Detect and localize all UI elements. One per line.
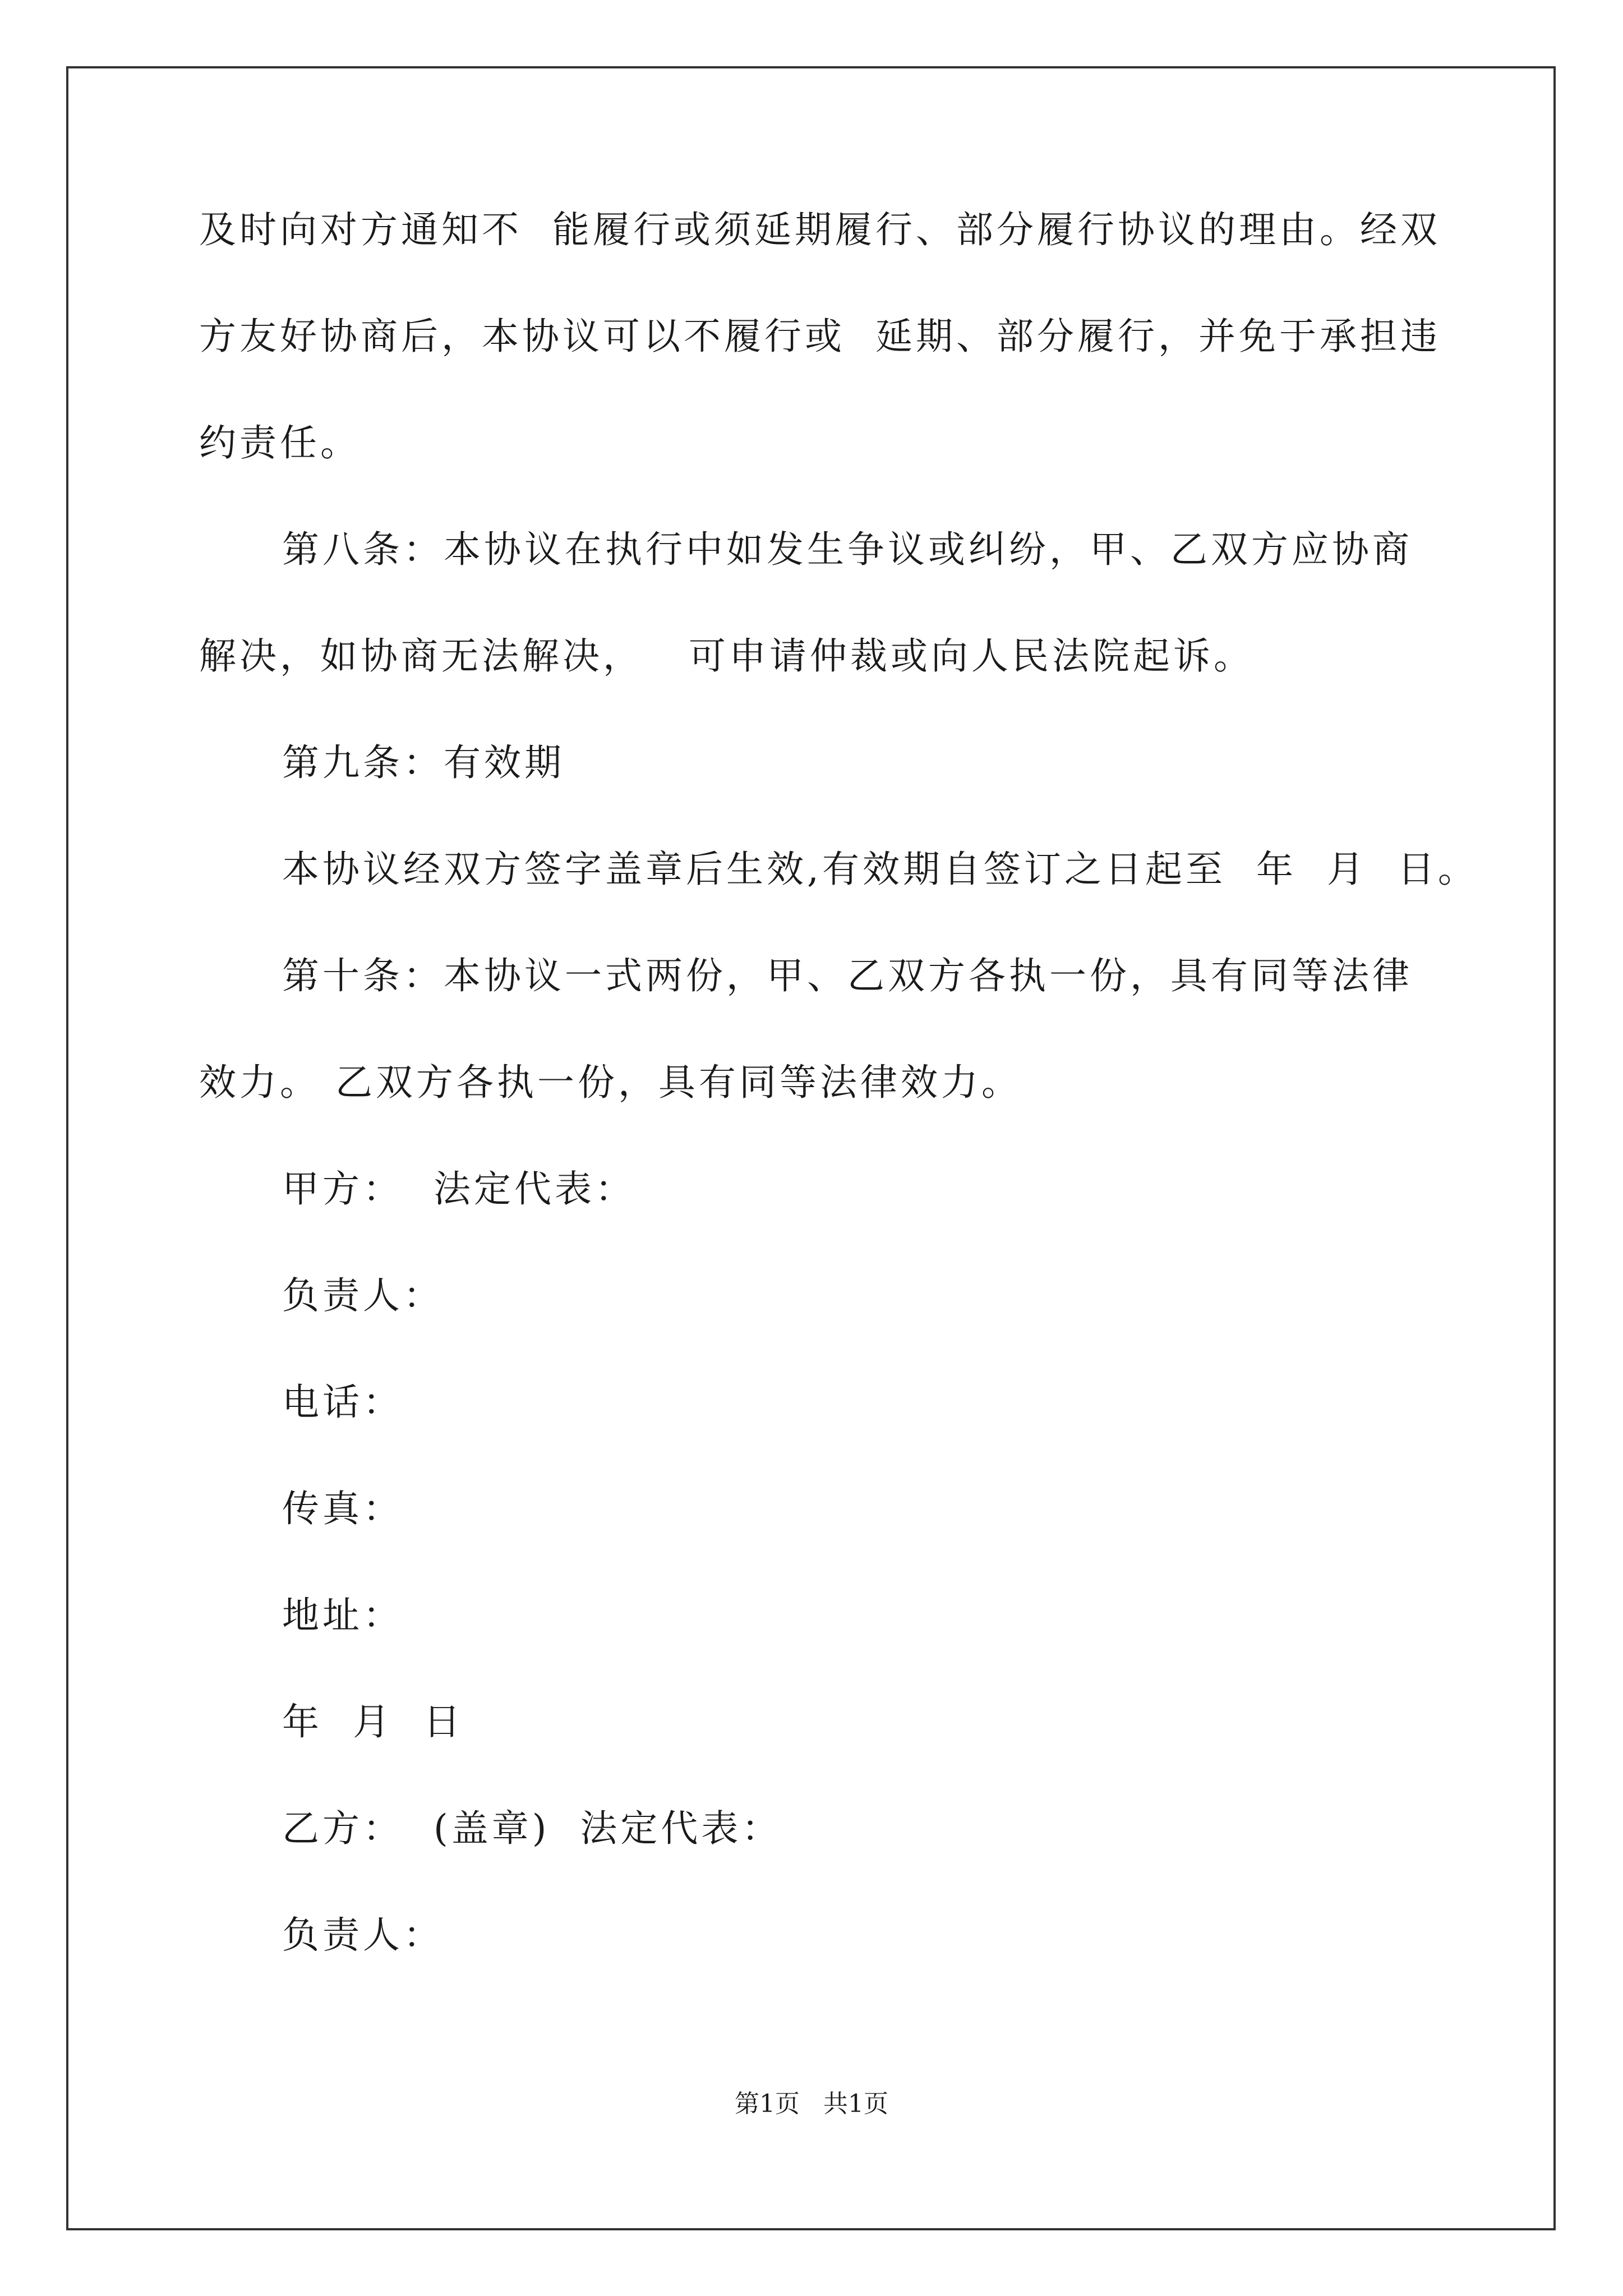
- page-number: 第1页 共1页: [735, 2090, 888, 2118]
- article-8-line: 解决，如协商无法解决， 可申请仲裁或向人民法院起诉。: [199, 634, 1254, 678]
- party-b-line: 乙方： (盖章) 法定代表：: [282, 1807, 782, 1850]
- party-a-date: 年 月 日: [282, 1700, 464, 1743]
- party-a-line: 甲方： 法定代表：: [282, 1167, 635, 1211]
- paragraph-line: 方友好协商后，本协议可以不履行或 延期、部分履行，并免于承担违: [199, 315, 1441, 358]
- paragraph-line: 及时向对方通知不 能履行或须延期履行、部分履行协议的理由。经双: [199, 208, 1441, 251]
- paragraph-line: 约责任。: [199, 421, 361, 464]
- party-a-fax: 传真：: [282, 1487, 403, 1530]
- article-10-line: 第十条：本协议一式两份，甲、乙双方各执一份，具有同等法律: [282, 954, 1413, 997]
- party-a-responsible: 负责人：: [282, 1274, 444, 1317]
- page-border: [66, 66, 1556, 2230]
- party-b-responsible: 负责人：: [282, 1913, 444, 1957]
- article-8-line: 第八条：本协议在执行中如发生争议或纠纷，甲、乙双方应协商: [282, 528, 1413, 571]
- article-10-line: 效力。 乙双方各执一份，具有同等法律效力。: [199, 1061, 1022, 1104]
- article-9-heading: 第九条：有效期: [282, 741, 565, 784]
- party-a-phone: 电话：: [282, 1381, 403, 1424]
- party-a-address: 地址：: [282, 1594, 403, 1637]
- validity-text: 本协议经双方签字盖章后生效,有效期自签订之日起至 年 月 日。: [282, 848, 1478, 891]
